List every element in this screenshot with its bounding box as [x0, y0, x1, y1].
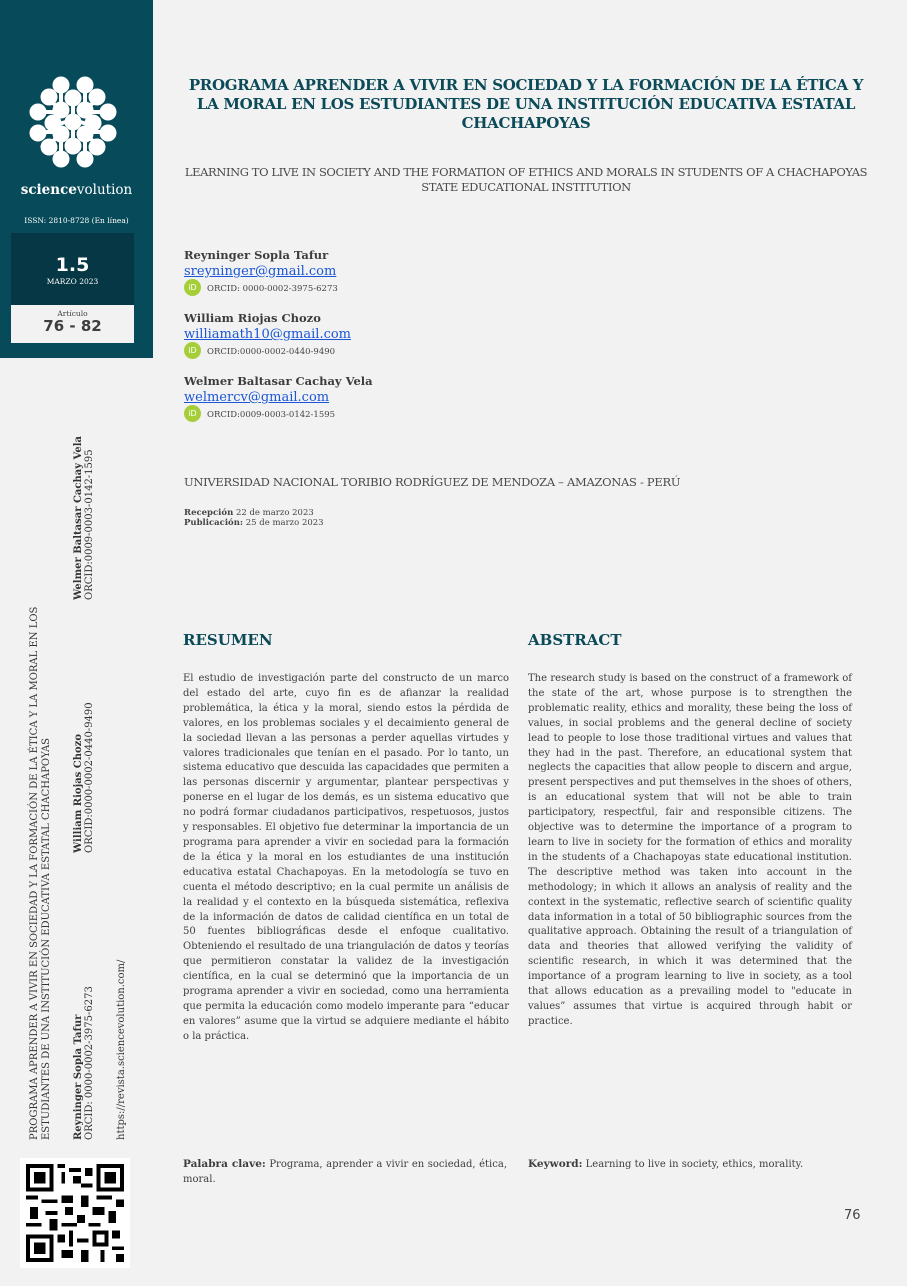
- issn: ISSN: 2810-8728 (En línea): [24, 216, 129, 225]
- reception-label: Recepción: [184, 508, 234, 518]
- author-email-link[interactable]: welmercv@gmail.com: [184, 390, 330, 405]
- orcid-row: [184, 406, 373, 424]
- keywords-english: [528, 1157, 858, 1173]
- orcid-row: [184, 280, 373, 298]
- orcid-row: [184, 343, 373, 361]
- keyword-label: Palabra clave:: [183, 1158, 266, 1170]
- journal-url-link[interactable]: https://revista.sciencevolution.com/: [116, 959, 127, 1140]
- orcid-id: ORCID:0009-0003-0142-1595: [207, 410, 336, 420]
- university-affiliation: UNIVERSIDAD NACIONAL TORIBIO RODRÍGUEZ DE MENDOZA – AMAZONAS - PERÚ: [184, 475, 681, 489]
- vertical-author: [73, 702, 95, 853]
- journal-brand: [0, 182, 153, 198]
- author: [184, 248, 373, 298]
- author: [184, 311, 373, 361]
- sciencevolution-logo-icon: [25, 70, 125, 170]
- article-pages: 76 - 82: [43, 317, 102, 335]
- author: [184, 374, 373, 424]
- vertical-author-name: Reyninger Sopla Tafur: [73, 1014, 84, 1140]
- publication-label: Publicación:: [184, 518, 244, 528]
- vertical-author-orcid: ORCID:0000-0002-0440-9490: [84, 702, 95, 853]
- title-spanish: PROGRAMA APRENDER A VIVIR EN SOCIEDAD Y LA FORMACIÓN DE LA ÉTICA Y LA MORAL EN LOS ESTUDIANTES DE UNA INSTITUCIÓN EDUCATIVA ESTATAL CHACHAPOYAS: [188, 76, 864, 132]
- orcid-icon[interactable]: iD: [184, 342, 201, 359]
- orcid-icon[interactable]: iD: [184, 279, 201, 296]
- vertical-title: [29, 607, 53, 1140]
- reception-date: 22 de marzo 2023: [233, 508, 314, 518]
- journal-sidebar: [0, 0, 153, 358]
- resumen-heading: RESUMEN: [183, 631, 273, 649]
- keyword-value: Learning to live in society, ethics, morality.: [582, 1159, 804, 1170]
- author-email-link[interactable]: sreyninger@gmail.com: [184, 264, 337, 279]
- vertical-author-orcid: ORCID: 0000-0002-3975-6273: [84, 986, 95, 1140]
- author-name: William Riojas Chozo: [184, 311, 321, 325]
- brand-bold: science: [20, 182, 77, 198]
- keywords-spanish: [183, 1157, 507, 1187]
- article-dates: [184, 508, 324, 528]
- page-number: 76: [844, 1208, 861, 1223]
- keyword-value: Programa, aprender a vivir en sociedad, ética, moral.: [183, 1159, 507, 1185]
- title-english: LEARNING TO LIVE IN SOCIETY AND THE FORMATION OF ETHICS AND MORALS IN STUDENTS OF A CHACHAPOYAS STATE EDUCATIONAL INSTITUTION: [184, 165, 868, 194]
- author-email-link[interactable]: williamath10@gmail.com: [184, 327, 352, 342]
- author-name: Welmer Baltasar Cachay Vela: [184, 374, 373, 388]
- qr-code-icon[interactable]: [20, 1158, 130, 1268]
- vertical-author: [73, 436, 95, 600]
- author-list: [184, 248, 373, 437]
- publication-date: 25 de marzo 2023: [243, 518, 324, 528]
- orcid-icon[interactable]: iD: [184, 405, 201, 422]
- vertical-author-orcid: ORCID:0009-0003-0142-1595: [84, 449, 95, 600]
- issue-date: MARZO 2023: [46, 277, 99, 286]
- abstract-heading: ABSTRACT: [528, 631, 622, 649]
- vertical-title-line: PROGRAMA APRENDER A VIVIR EN SOCIEDAD Y LA FORMACIÓN DE LA ÉTICA Y LA MORAL EN LOS: [29, 606, 40, 1140]
- orcid-id: ORCID:0000-0002-0440-9490: [207, 347, 336, 357]
- article-label: Artículo: [57, 309, 88, 318]
- issue-number: 1.5: [55, 254, 90, 276]
- vertical-author: [73, 986, 95, 1140]
- vertical-title-line: ESTUDIANTES DE UNA INSTITUCIÓN EDUCATIVA ESTATAL CHACHAPOYAS: [41, 737, 52, 1140]
- issue-box: [11, 233, 134, 305]
- vertical-author-name: William Riojas Chozo: [73, 733, 84, 853]
- brand-regular: volution: [76, 182, 133, 198]
- keyword-label: Keyword:: [528, 1158, 583, 1170]
- orcid-id: ORCID: 0000-0002-3975-6273: [207, 284, 338, 294]
- resumen-text: El estudio de investigación parte del constructo de un marco del estado del arte, cuyo fin es de afianzar la realidad problemática, la ética y la moral, siendo estos la pérdida de valores, en los problemas sociales y el decaimiento general de la sociedad llevan a las personas a perder aquellas virtudes y valores tradicionales que tenían en el pasado. Por lo tanto, un sistema educativo que descuida las capacidades que permiten a las personas discernir y argumentar, plantear perspectivas y ponerse en el lugar de los demás, es un sistema educativo que no podrá formar ciudadanos participativos, respetuosos, justos y responsables. El objetivo fue determinar la importancia de un programa para aprender a vivir en sociedad para la formación de la ética y la moral en los estudiantes de una institución educativa estatal Chachapoyas. En la metodología se tuvo en cuenta el método descriptivo; en la cual permite un análisis de la realidad y el contexto en la búsqueda sistemática, reflexiva de la información de datos de calidad científica en un total de 50 fuentes bibliográficas desde el enfoque cualitativo. Obteniendo el resultado de una triangulación de datos y teorías que permitieron constatar la validez de la investigación científica, en la cual se determinó que la importancia de un programa aprender a vivir en sociedad, como una herramienta que permita la educación como modelo imperante para “educar en valores” asume que la virtud se adquiere mediante el hábito o la práctica.: [183, 673, 509, 1042]
- abstract-text: The research study is based on the construct of a framework of the state of the art, whose purpose is to strengthen the problematic reality, ethics and morality, these being the loss of values, in social problems and the general decline of society lead to people to lose those traditional virtues and values that they had in the past. Therefore, an educational system that neglects the capacities that allow people to discern and argue, present perspectives and put themselves in the shoes of others, is an educational system that will not be able to train participatory, respectful, fair and responsible citizens. The objective was to determine the importance of a program to learn to live in society for the formation of ethics and morality in the students of a Chachapoyas state educational institution. The descriptive method was taken into account in the methodology; in which it allows an analysis of reality and the context in the systematic, reflective search of scientific quality data information in a total of 50 bibliographic sources from the qualitative approach. Obtaining the result of a triangulation of data and theories that allowed verifying the validity of scientific research, in which it was determined that the importance of a program learning to live in society, as a tool that allows education as a prevailing model to "educate in values” assumes that virtue is acquired through habit or practice.: [528, 673, 852, 1027]
- article-box: [11, 305, 134, 343]
- vertical-author-name: Welmer Baltasar Cachay Vela: [73, 435, 84, 600]
- author-name: Reyninger Sopla Tafur: [184, 248, 329, 262]
